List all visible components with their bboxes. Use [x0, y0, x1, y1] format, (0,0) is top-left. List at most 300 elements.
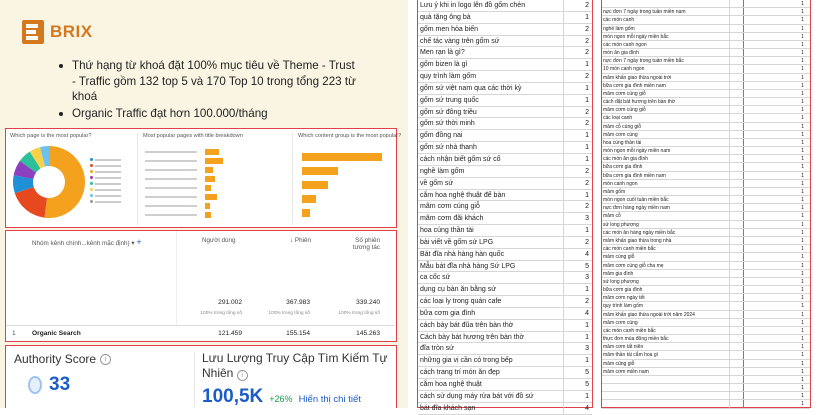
count-cell[interactable]: 1: [801, 319, 804, 326]
table-row[interactable]: [418, 190, 592, 202]
keyword-cell[interactable]: gốm đồng nai: [420, 132, 463, 140]
keyword-cell[interactable]: hoa cúng thần tài: [420, 227, 474, 235]
keyword-cell[interactable]: cách trang trí món ăn đẹp: [420, 369, 500, 377]
count-cell[interactable]: 1: [585, 144, 589, 152]
table-row[interactable]: [418, 142, 592, 154]
keyword-cell[interactable]: gốm bizen là gì: [420, 61, 468, 69]
count-cell[interactable]: 2: [585, 120, 589, 128]
selection-border: [743, 384, 744, 391]
count-cell[interactable]: 1: [801, 180, 804, 187]
table-row[interactable]: [418, 249, 592, 261]
table-row[interactable]: [418, 95, 592, 107]
table-row[interactable]: [602, 57, 810, 65]
table-row[interactable]: [602, 114, 810, 122]
keyword-cell[interactable]: mâm cơm ngày tết: [603, 295, 645, 302]
table-row[interactable]: [418, 107, 592, 119]
cell-divider: [563, 107, 564, 118]
table-row[interactable]: [418, 166, 592, 178]
count-cell[interactable]: 1: [801, 352, 804, 359]
count-cell[interactable]: 1: [801, 254, 804, 261]
table-row[interactable]: [418, 237, 592, 249]
keyword-cell[interactable]: mâm cơm cúng giỗ: [603, 90, 646, 97]
keyword-cell[interactable]: sứ long phượng: [603, 221, 639, 228]
keyword-cell[interactable]: ca cốc sứ: [420, 274, 451, 282]
keyword-cell[interactable]: mâm cơm cúng: [603, 319, 638, 326]
table-row[interactable]: [602, 33, 810, 41]
table-row[interactable]: [602, 65, 810, 73]
keyword-cell[interactable]: cách đặt bát hương trên bàn thờ: [603, 99, 676, 106]
keyword-cell[interactable]: các loại ly trong quán cafe: [420, 298, 502, 306]
count-cell[interactable]: 2: [585, 37, 589, 45]
keyword-cell[interactable]: các loại canh: [603, 115, 633, 122]
count-cell[interactable]: 2: [585, 179, 589, 187]
count-cell[interactable]: 1: [801, 148, 804, 155]
keyword-cell[interactable]: nực đơn 7 ngày trong tuần miền bắc: [603, 58, 684, 65]
legend-item: [90, 199, 121, 205]
keyword-cell[interactable]: mâm cơm miền nam: [603, 368, 649, 375]
keyword-cell[interactable]: nghề làm gốm: [603, 25, 635, 32]
keyword-cell[interactable]: về gốm sứ: [420, 179, 454, 187]
table-row[interactable]: [602, 196, 810, 204]
keyword-cell[interactable]: bát đĩa khách sạn: [420, 404, 476, 412]
table-row[interactable]: [602, 253, 810, 261]
table-row[interactable]: [418, 201, 592, 213]
count-cell[interactable]: 1: [801, 123, 804, 130]
keyword-cell[interactable]: nực đơn hàng ngày miền nam: [603, 205, 670, 212]
count-cell[interactable]: 3: [585, 215, 589, 223]
count-cell[interactable]: 1: [585, 96, 589, 104]
info-icon[interactable]: i: [237, 370, 248, 381]
table-row[interactable]: [6, 325, 395, 341]
table-row[interactable]: [602, 360, 810, 368]
keyword-cell[interactable]: các món canh miền bắc: [603, 327, 656, 334]
traffic-channel-table: [5, 230, 397, 342]
table-row[interactable]: [418, 391, 592, 403]
table-row[interactable]: [602, 131, 810, 139]
keyword-cell[interactable]: mâm cúng giỗ: [603, 254, 635, 261]
table-row[interactable]: [602, 327, 810, 335]
keyword-cell[interactable]: đĩa tròn sứ: [420, 345, 454, 353]
table-row[interactable]: [602, 25, 810, 33]
count-cell[interactable]: 1: [801, 270, 804, 277]
table-row[interactable]: [602, 302, 810, 310]
count-cell[interactable]: 3: [585, 345, 589, 353]
count-cell[interactable]: 1: [801, 360, 804, 367]
table-row[interactable]: [602, 212, 810, 220]
add-dimension-icon[interactable]: +: [136, 237, 142, 247]
legend-swatch: [90, 170, 93, 173]
keyword-cell[interactable]: sứ long phượng: [603, 278, 639, 285]
info-icon[interactable]: i: [100, 354, 111, 365]
keyword-cell[interactable]: cách nhận biết gốm sứ cổ: [420, 155, 501, 163]
keyword-cell[interactable]: những gia vị cần có trong bếp: [420, 357, 513, 365]
keyword-cell[interactable]: món ăn gia đình: [603, 50, 639, 57]
keyword-cell[interactable]: mâm khấn giao thừa ngoài trời: [603, 74, 672, 81]
count-cell[interactable]: 1: [801, 327, 804, 334]
count-cell[interactable]: 1: [585, 13, 589, 21]
table-row[interactable]: [602, 392, 810, 400]
table-row[interactable]: [602, 221, 810, 229]
cell-divider: [729, 294, 730, 301]
count-cell[interactable]: 1: [801, 295, 804, 302]
count-cell[interactable]: 1: [801, 376, 804, 383]
keyword-cell[interactable]: mâm cỗ: [603, 213, 621, 220]
cell-divider: [563, 296, 564, 307]
keyword-cell[interactable]: nghề làm gốm: [420, 167, 465, 175]
table-row[interactable]: [602, 41, 810, 49]
bar: [205, 212, 211, 218]
count-cell[interactable]: 1: [801, 229, 804, 236]
table-row[interactable]: [602, 335, 810, 343]
table-row[interactable]: [418, 71, 592, 83]
table-row[interactable]: [602, 278, 810, 286]
count-cell[interactable]: 1: [801, 115, 804, 122]
count-cell[interactable]: 1: [585, 191, 589, 199]
table-row[interactable]: [418, 24, 592, 36]
keyword-cell[interactable]: mâm cơm đãi khách: [420, 215, 484, 223]
keyword-cell[interactable]: quy trình làm gốm: [603, 303, 644, 310]
count-cell[interactable]: 4: [585, 250, 589, 258]
legend-swatch: [90, 182, 93, 185]
keyword-cell[interactable]: mâm cỗ cúng giỗ: [603, 123, 642, 130]
count-cell[interactable]: 1: [801, 58, 804, 65]
selection-border: [743, 180, 744, 187]
keyword-cell[interactable]: Mẫu bát đĩa nhà hàng Sứ LPG: [420, 262, 516, 270]
keyword-cell[interactable]: bữa cơm gia đình miền nam: [603, 172, 666, 179]
table-row[interactable]: [418, 379, 592, 391]
count-cell[interactable]: 4: [585, 309, 589, 317]
count-cell[interactable]: 1: [801, 1, 804, 7]
count-cell[interactable]: 1: [801, 385, 804, 392]
dimension-header[interactable]: Nhóm kênh chính...kênh mặc định) ▾ +: [32, 237, 142, 247]
count-cell[interactable]: 1: [801, 197, 804, 204]
count-cell[interactable]: 1: [801, 131, 804, 138]
count-cell[interactable]: 1: [801, 139, 804, 146]
count-cell[interactable]: 1: [801, 287, 804, 294]
keyword-cell[interactable]: mâm gốm: [603, 188, 626, 195]
cell-divider: [563, 47, 564, 58]
count-cell[interactable]: 1: [801, 213, 804, 220]
keyword-cell[interactable]: 10 món canh ngon: [603, 66, 645, 73]
count-cell[interactable]: 1: [585, 357, 589, 365]
table-row[interactable]: [418, 308, 592, 320]
count-cell[interactable]: 2: [585, 49, 589, 57]
table-row[interactable]: [602, 270, 810, 278]
table-row[interactable]: [602, 0, 810, 8]
count-cell[interactable]: 1: [801, 82, 804, 89]
show-details-link[interactable]: Hiển thị chi tiết: [298, 394, 361, 405]
keyword-cell[interactable]: mâm cơm cúng giỗ: [603, 107, 646, 114]
table-row[interactable]: [602, 294, 810, 302]
bar: [302, 209, 310, 217]
keyword-cell[interactable]: cắm hoa nghệ thuật để bàn: [420, 191, 506, 199]
table-row[interactable]: [418, 367, 592, 379]
table-row[interactable]: [418, 118, 592, 130]
table-row[interactable]: [602, 204, 810, 212]
count-cell[interactable]: 1: [801, 246, 804, 253]
count-cell[interactable]: 1: [801, 17, 804, 24]
keyword-cell[interactable]: cắm hoa nghệ thuật: [420, 381, 482, 388]
table-row[interactable]: [602, 237, 810, 245]
count-cell[interactable]: 1: [585, 61, 589, 69]
table-row[interactable]: [418, 47, 592, 59]
bar-label-placeholder: [145, 214, 197, 216]
table-row[interactable]: [602, 286, 810, 294]
keyword-cell[interactable]: cách bày bát đũa trên bàn thờ: [420, 321, 514, 329]
engaged-sessions-total-sub: 100% trong tổng số: [338, 311, 380, 316]
count-cell[interactable]: 2: [585, 73, 589, 81]
keyword-cell[interactable]: mâm cơm cúng giỗ: [420, 203, 480, 211]
brand-logo: [22, 20, 93, 44]
cell-divider: [563, 261, 564, 272]
table-row[interactable]: [418, 130, 592, 142]
engaged-sessions-header[interactable]: Số phiên tương tác: [352, 237, 380, 251]
bullet-organic-traffic: Organic Traffic đạt hơn 100.000/tháng: [56, 106, 356, 122]
keyword-cell[interactable]: bữa cơm gia đình: [603, 287, 643, 294]
keyword-cell[interactable]: cách sử dụng máy rửa bát với đồ sứ: [420, 392, 534, 400]
count-cell[interactable]: 1: [585, 132, 589, 140]
count-cell[interactable]: 1: [801, 401, 804, 408]
table-row[interactable]: [418, 225, 592, 237]
count-cell[interactable]: 1: [801, 393, 804, 400]
table-row[interactable]: [602, 139, 810, 147]
keyword-cell[interactable]: gốm sứ nhà thanh: [420, 144, 477, 152]
cell-divider: [729, 212, 730, 219]
table-row[interactable]: [602, 319, 810, 327]
cell-divider: [563, 403, 564, 414]
table-row[interactable]: [602, 172, 810, 180]
table-row[interactable]: [602, 49, 810, 57]
table-row[interactable]: [602, 188, 810, 196]
keyword-cell[interactable]: mâm cơm cúng giỗ cha mẹ: [603, 262, 664, 269]
table-row[interactable]: [418, 284, 592, 296]
selection-border: [743, 319, 744, 326]
cell-divider: [729, 237, 730, 244]
keyword-cell[interactable]: thực đơn mùa đông miền bắc: [603, 336, 669, 343]
table-row[interactable]: [418, 213, 592, 225]
count-cell[interactable]: 1: [585, 392, 589, 400]
keyword-cell[interactable]: món ngon cuối tuần miền bắc: [603, 197, 669, 204]
keyword-cell[interactable]: hoa cúng thần tài: [603, 139, 642, 146]
count-cell[interactable]: 1: [801, 25, 804, 32]
row-channel-label: Organic Search: [32, 330, 81, 337]
table-row[interactable]: [602, 245, 810, 253]
count-cell[interactable]: 1: [801, 336, 804, 343]
keyword-cell[interactable]: mâm thần tài cắm hoa gì: [603, 352, 659, 359]
count-cell[interactable]: 3: [585, 274, 589, 282]
table-row[interactable]: [602, 98, 810, 106]
keyword-cell[interactable]: nực đơn 7 ngày trong tuần miền nam: [603, 9, 686, 16]
result-bullets: [56, 58, 356, 122]
selection-border: [743, 237, 744, 244]
table-row[interactable]: [602, 343, 810, 351]
table-row[interactable]: [602, 106, 810, 114]
table-row[interactable]: [602, 311, 810, 319]
stats-divider: [194, 352, 195, 407]
keyword-cell[interactable]: Lưu ý khi in logo lên đồ gốm chén: [420, 2, 526, 9]
keyword-cell[interactable]: các món canh ngon: [603, 41, 647, 48]
table-row[interactable]: [418, 178, 592, 190]
table-row[interactable]: [602, 90, 810, 98]
table-row[interactable]: [602, 16, 810, 24]
count-cell[interactable]: 1: [585, 84, 589, 92]
cell-divider: [563, 379, 564, 390]
seo-stats-panel: [5, 345, 397, 408]
count-cell[interactable]: 1: [801, 156, 804, 163]
table-row[interactable]: [418, 403, 592, 415]
count-cell[interactable]: 1: [801, 237, 804, 244]
keyword-cell[interactable]: gốm sứ trung quốc: [420, 96, 479, 104]
keyword-cell[interactable]: quà tặng ông bà: [420, 13, 471, 21]
table-row[interactable]: [602, 74, 810, 82]
table-row[interactable]: [418, 296, 592, 308]
keyword-cell[interactable]: mâm khấn giao thừa trong nhà: [603, 237, 672, 244]
count-cell[interactable]: 2: [585, 2, 589, 9]
keyword-cell[interactable]: mâm cơm tất niên: [603, 344, 644, 351]
count-cell[interactable]: 1: [585, 286, 589, 294]
keyword-cell[interactable]: Cách bày bát hương trên bàn thờ: [420, 333, 525, 341]
count-cell[interactable]: 1: [801, 262, 804, 269]
table-row[interactable]: [602, 400, 810, 408]
keyword-cell[interactable]: bữa cơm gia đình: [603, 164, 643, 171]
count-cell[interactable]: 1: [801, 278, 804, 285]
legend-swatch: [90, 164, 93, 167]
count-cell[interactable]: 1: [801, 99, 804, 106]
table-row[interactable]: [602, 376, 810, 384]
count-cell[interactable]: 1: [801, 188, 804, 195]
table-row[interactable]: [418, 59, 592, 71]
keyword-cell[interactable]: mâm gia đình: [603, 270, 634, 277]
table-row[interactable]: [602, 8, 810, 16]
keyword-cell[interactable]: gốm men hỏa biến: [420, 25, 478, 33]
selection-border: [743, 212, 744, 219]
count-cell[interactable]: 1: [801, 90, 804, 97]
keyword-cell[interactable]: món ngon mỗi ngày miền nam: [603, 148, 671, 155]
table-row[interactable]: [418, 332, 592, 344]
table-row[interactable]: [418, 320, 592, 332]
count-cell[interactable]: 1: [801, 41, 804, 48]
table-row[interactable]: [602, 262, 810, 270]
count-cell[interactable]: 2: [585, 203, 589, 211]
keyword-cell[interactable]: gốm sứ việt nam qua các thời kỳ: [420, 84, 522, 92]
table-row[interactable]: [602, 351, 810, 359]
keyword-cell[interactable]: các món ăn gia đình: [603, 156, 649, 163]
count-cell[interactable]: 1: [585, 333, 589, 341]
selection-border: [743, 360, 744, 367]
keyword-cell[interactable]: quy trình làm gốm: [420, 73, 477, 81]
keyword-cell[interactable]: các món canh: [603, 17, 635, 24]
count-cell[interactable]: 1: [801, 66, 804, 73]
count-cell[interactable]: 1: [801, 50, 804, 57]
legend-swatch: [90, 200, 93, 203]
table-row[interactable]: [602, 180, 810, 188]
count-cell[interactable]: 1: [801, 205, 804, 212]
count-cell[interactable]: 5: [585, 381, 589, 388]
keyword-cell[interactable]: các món ăn hàng ngày miền bắc: [603, 229, 676, 236]
count-cell[interactable]: 2: [585, 108, 589, 116]
cell-divider: [729, 180, 730, 187]
table-row[interactable]: [418, 12, 592, 24]
table-row[interactable]: [602, 155, 810, 163]
table-row[interactable]: [602, 229, 810, 237]
count-cell[interactable]: 1: [801, 368, 804, 375]
keyword-cell[interactable]: bữa cơm gia đình: [420, 309, 476, 317]
table-row[interactable]: [418, 343, 592, 355]
count-cell[interactable]: 4: [585, 404, 589, 412]
table-row[interactable]: [418, 261, 592, 273]
keyword-cell[interactable]: các món canh miền bắc: [603, 246, 656, 253]
table-row[interactable]: [602, 147, 810, 155]
count-cell[interactable]: 1: [801, 303, 804, 310]
table-row[interactable]: [418, 272, 592, 284]
count-cell[interactable]: 5: [585, 369, 589, 377]
count-cell[interactable]: 5: [585, 262, 589, 270]
count-cell[interactable]: 1: [801, 9, 804, 16]
count-cell[interactable]: 1: [801, 311, 804, 318]
keyword-cell[interactable]: Men rạn là gì?: [420, 49, 465, 57]
table-row[interactable]: [418, 355, 592, 367]
count-cell[interactable]: 2: [585, 238, 589, 246]
count-cell[interactable]: 2: [585, 298, 589, 306]
keyword-cell[interactable]: món canh ngon: [603, 180, 638, 187]
selection-border: [743, 147, 744, 154]
users-header[interactable]: Người dùng: [202, 237, 236, 244]
table-row[interactable]: [602, 368, 810, 376]
count-cell[interactable]: 2: [585, 25, 589, 33]
keyword-cell[interactable]: mâm khấn giao thừa ngoài trời năm 2024: [603, 311, 695, 318]
keyword-cell[interactable]: dụng cụ bàn ăn bằng sứ: [420, 286, 496, 294]
keyword-cell[interactable]: Bát đĩa nhà hàng hàn quốc: [420, 250, 505, 258]
selection-border: [743, 131, 744, 138]
selection-border: [743, 49, 744, 56]
count-cell[interactable]: 1: [801, 344, 804, 351]
count-cell[interactable]: 2: [585, 167, 589, 175]
table-row[interactable]: [602, 384, 810, 392]
table-row[interactable]: [418, 36, 592, 48]
table-row[interactable]: [602, 163, 810, 171]
count-cell[interactable]: 1: [801, 33, 804, 40]
table-row[interactable]: [602, 82, 810, 90]
count-cell[interactable]: 1: [801, 74, 804, 81]
cell-divider: [563, 71, 564, 82]
table-row[interactable]: [418, 154, 592, 166]
table-row[interactable]: [418, 83, 592, 95]
bar-label-placeholder: [145, 178, 197, 180]
keyword-cell[interactable]: bài viết về gốm sứ LPG: [420, 238, 494, 246]
keyword-cell[interactable]: gốm sứ đông triều: [420, 108, 477, 116]
cell-divider: [563, 36, 564, 47]
selection-border: [743, 139, 744, 146]
keyword-cell[interactable]: mâm cơm cúng: [603, 131, 638, 138]
count-cell[interactable]: 1: [801, 164, 804, 171]
table-row[interactable]: [418, 0, 592, 12]
cell-divider: [729, 245, 730, 252]
count-cell[interactable]: 1: [801, 172, 804, 179]
table-row[interactable]: [602, 123, 810, 131]
keyword-cell[interactable]: món ngon mỗi ngày miền bắc: [603, 33, 669, 40]
count-cell[interactable]: 1: [801, 221, 804, 228]
keyword-cell[interactable]: chế tác vàng trên gốm sứ: [420, 37, 500, 45]
count-cell[interactable]: 1: [585, 321, 589, 329]
count-cell[interactable]: 1: [585, 227, 589, 235]
content-group-card: [298, 133, 402, 225]
keyword-cell[interactable]: gốm sứ thời minh: [420, 120, 475, 128]
sessions-header[interactable]: ↓ Phiên: [290, 237, 312, 244]
keyword-cell[interactable]: bữa cơm gia đình miền nam: [603, 82, 666, 89]
keyword-cell[interactable]: mâm cúng giỗ: [603, 360, 635, 367]
count-cell[interactable]: 1: [801, 107, 804, 114]
count-cell[interactable]: 1: [585, 155, 589, 163]
